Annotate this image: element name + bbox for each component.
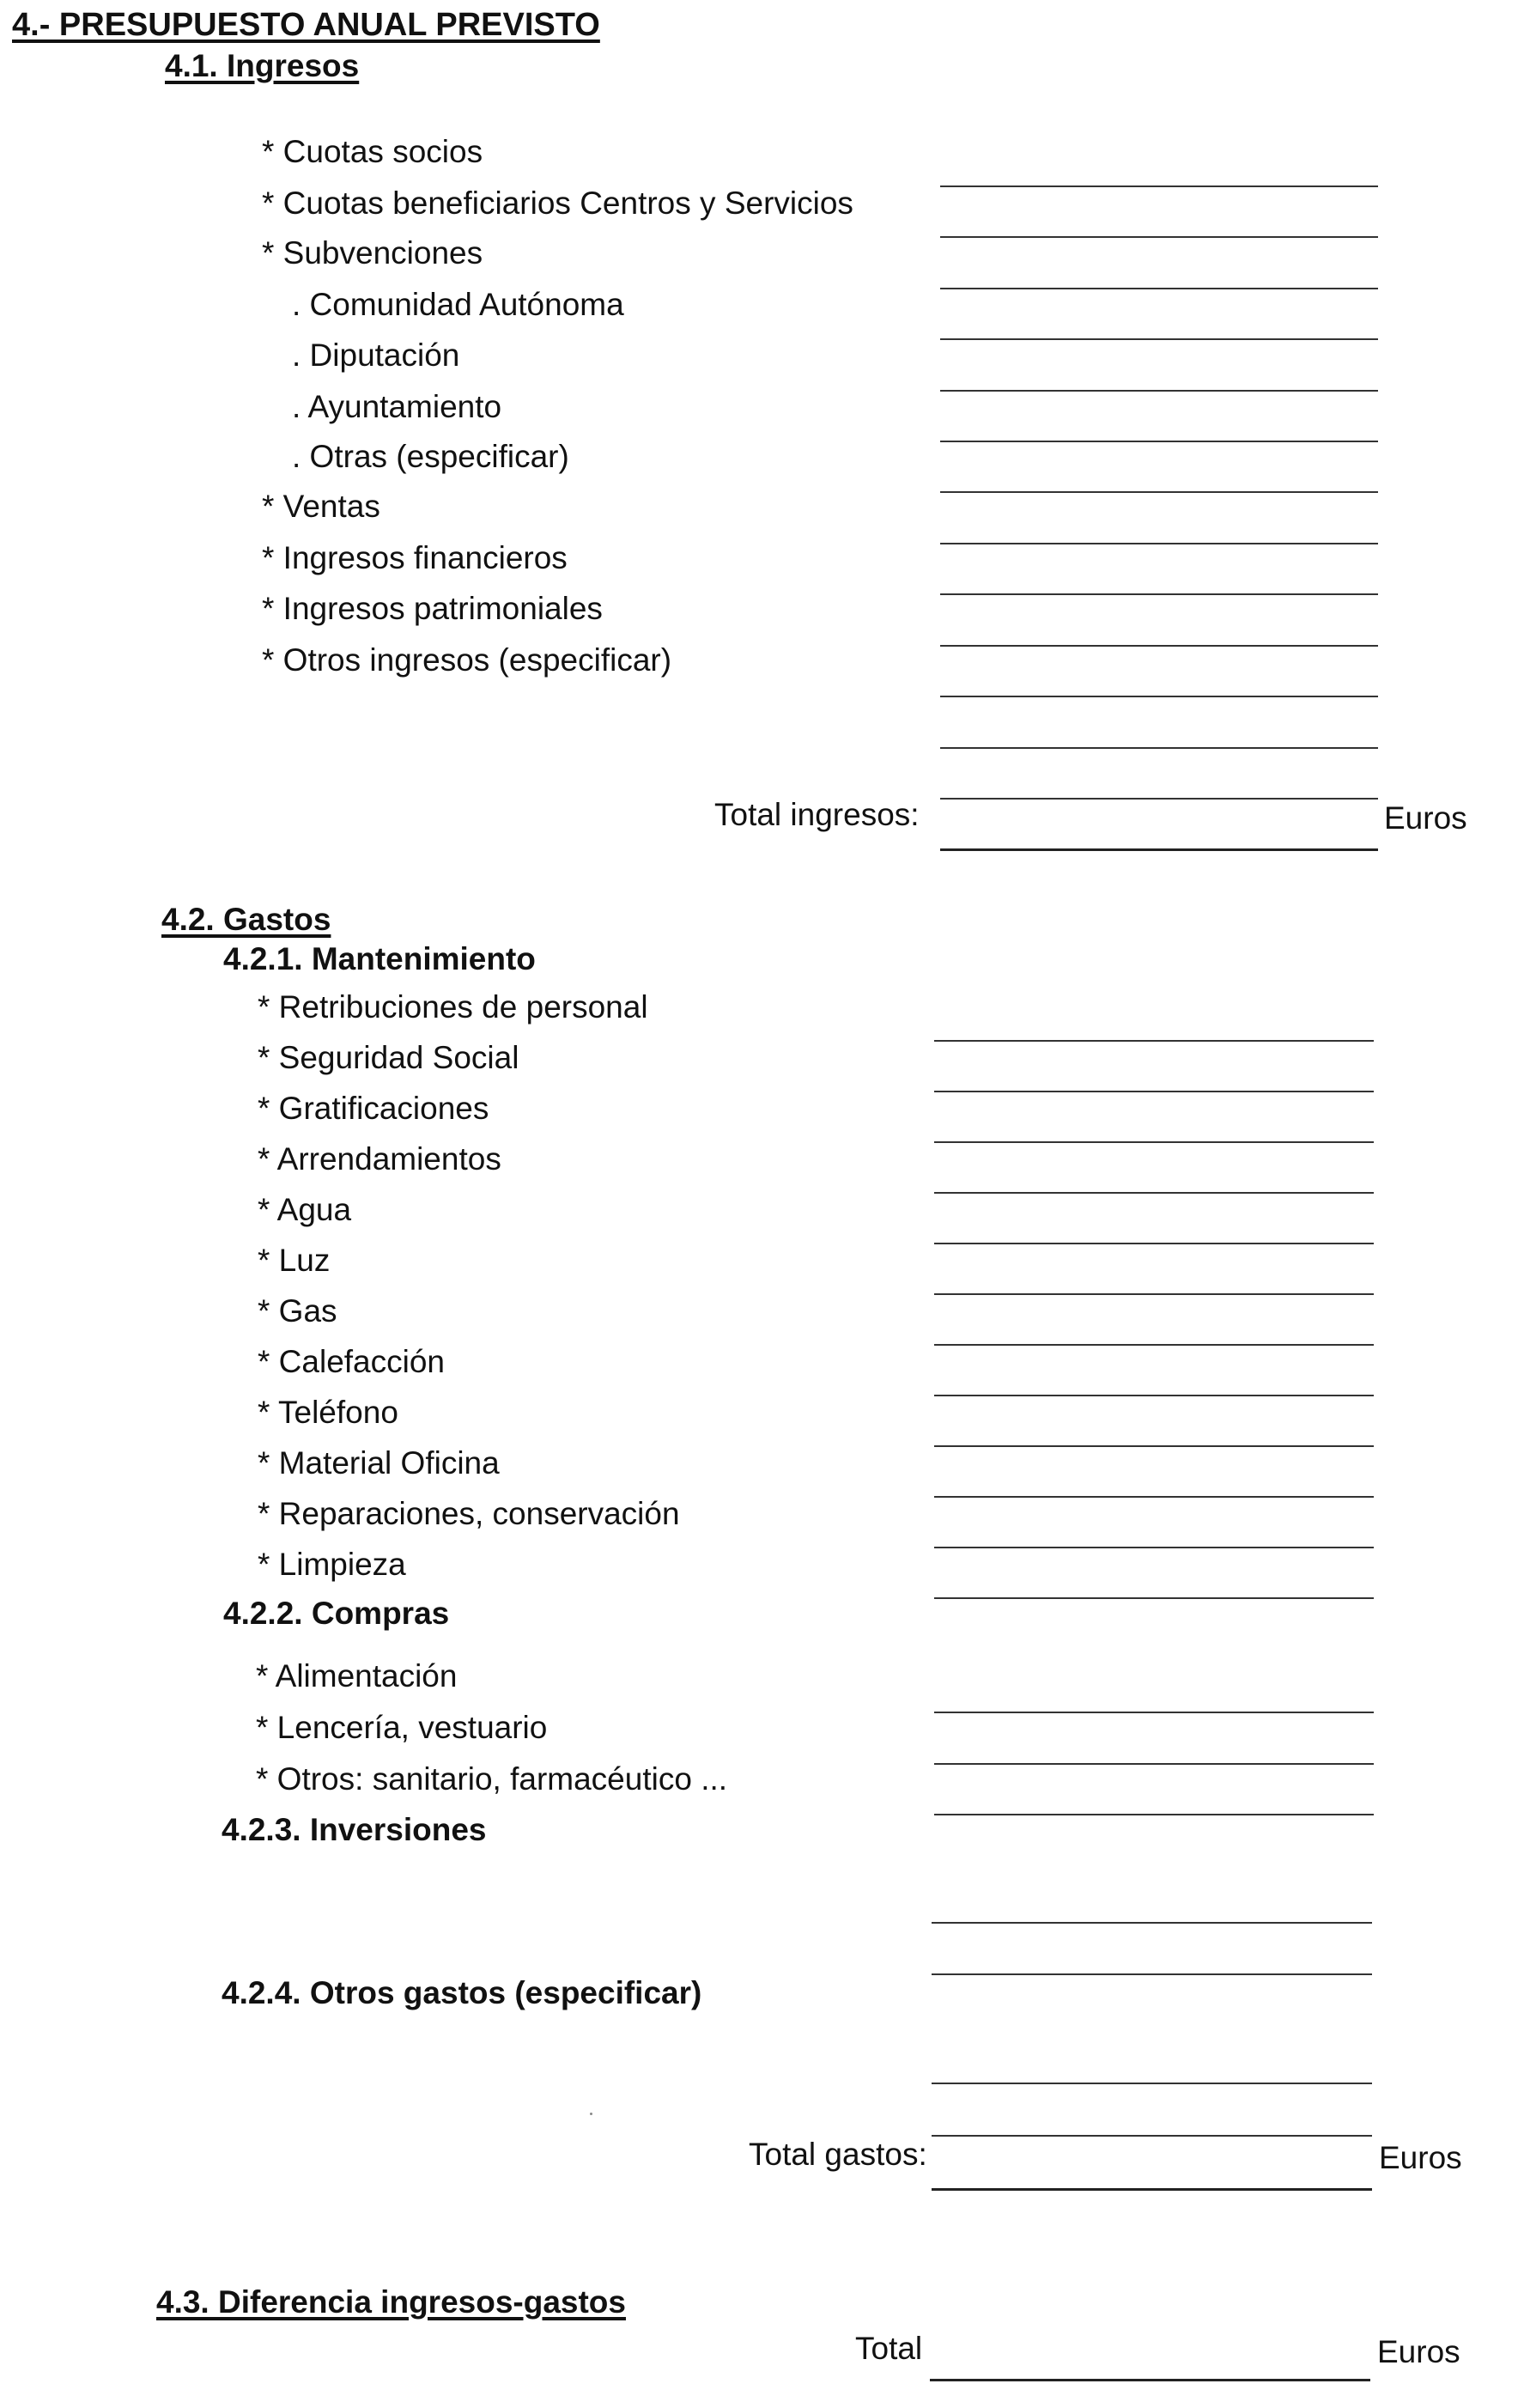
list-item: . Otras (especificar) [292, 439, 569, 474]
blank-line[interactable] [934, 1395, 1374, 1396]
gastos-heading: 4.2. Gastos [161, 902, 331, 937]
blank-line[interactable] [934, 1040, 1374, 1042]
blank-line[interactable] [934, 1712, 1374, 1713]
blank-line[interactable] [940, 645, 1378, 647]
diferencia-heading: 4.3. Diferencia ingresos-gastos [156, 2284, 626, 2320]
blank-line[interactable] [934, 1814, 1374, 1815]
list-item: * Gas [258, 1293, 337, 1329]
list-item: * Luz [258, 1243, 331, 1278]
list-item: * Ingresos patrimoniales [262, 591, 603, 626]
blank-line[interactable] [940, 338, 1378, 340]
blank-line[interactable] [940, 441, 1378, 442]
stray-mark [590, 2113, 592, 2115]
total-ingresos-field[interactable] [940, 848, 1378, 851]
list-item: . Ayuntamiento [292, 389, 502, 424]
total-gastos-field[interactable] [932, 2188, 1372, 2191]
blank-line[interactable] [940, 288, 1378, 289]
blank-line[interactable] [934, 1496, 1374, 1498]
blank-line[interactable] [940, 696, 1378, 697]
list-item: * Seguridad Social [258, 1040, 519, 1075]
blank-line[interactable] [932, 2083, 1372, 2084]
currency-label: Euros [1379, 2140, 1462, 2175]
blank-line[interactable] [940, 236, 1378, 238]
blank-line[interactable] [932, 1922, 1372, 1924]
total-gastos-label: Total gastos: [749, 2137, 927, 2172]
currency-label: Euros [1384, 800, 1467, 836]
blank-line[interactable] [934, 1344, 1374, 1346]
total-diferencia-field[interactable] [930, 2379, 1370, 2381]
list-item: * Reparaciones, conservación [258, 1496, 680, 1531]
list-item: * Cuotas beneficiarios Centros y Servicios [262, 185, 853, 221]
list-item: * Ingresos financieros [262, 540, 568, 575]
total-ingresos-label: Total ingresos: [714, 797, 920, 832]
blank-line[interactable] [934, 1243, 1374, 1244]
blank-line[interactable] [940, 390, 1378, 392]
blank-line[interactable] [934, 1547, 1374, 1548]
list-item: * Arrendamientos [258, 1141, 501, 1177]
blank-line[interactable] [940, 543, 1378, 544]
ingresos-heading: 4.1. Ingresos [165, 48, 360, 83]
total-diferencia-label: Total [855, 2331, 923, 2366]
list-item: * Retribuciones de personal [258, 989, 648, 1025]
blank-line[interactable] [934, 1445, 1374, 1447]
blank-line[interactable] [932, 2135, 1372, 2137]
list-item: * Otros: sanitario, farmacéutico ... [256, 1761, 728, 1797]
list-item: * Calefacción [258, 1344, 446, 1379]
otros-gastos-heading: 4.2.4. Otros gastos (especificar) [222, 1975, 702, 2010]
list-item: * Ventas [262, 489, 380, 524]
blank-line[interactable] [940, 593, 1378, 595]
blank-line[interactable] [934, 1192, 1374, 1194]
list-item: * Agua [258, 1192, 352, 1227]
blank-line[interactable] [934, 1763, 1374, 1765]
list-item: . Diputación [292, 337, 460, 373]
list-item: * Alimentación [256, 1658, 458, 1694]
inversiones-heading: 4.2.3. Inversiones [222, 1812, 487, 1847]
blank-line[interactable] [934, 1091, 1374, 1092]
mantenimiento-heading: 4.2.1. Mantenimiento [223, 941, 536, 976]
list-item: * Material Oficina [258, 1445, 500, 1481]
blank-line[interactable] [940, 798, 1378, 800]
blank-line[interactable] [940, 185, 1378, 187]
blank-line[interactable] [940, 491, 1378, 493]
list-item: * Lencería, vestuario [256, 1710, 548, 1745]
blank-line[interactable] [940, 747, 1378, 749]
list-item: * Cuotas socios [262, 134, 483, 169]
currency-label: Euros [1377, 2334, 1460, 2369]
blank-line[interactable] [934, 1141, 1374, 1143]
list-item: . Comunidad Autónoma [292, 287, 624, 322]
list-item: * Teléfono [258, 1395, 398, 1430]
page-title: 4.- PRESUPUESTO ANUAL PREVISTO [12, 7, 600, 43]
list-item: * Subvenciones [262, 235, 483, 271]
blank-line[interactable] [934, 1293, 1374, 1295]
list-item: * Gratificaciones [258, 1091, 489, 1126]
blank-line[interactable] [932, 1973, 1372, 1975]
list-item: * Otros ingresos (especificar) [262, 642, 672, 678]
compras-heading: 4.2.2. Compras [223, 1596, 450, 1631]
blank-line[interactable] [934, 1597, 1374, 1599]
list-item: * Limpieza [258, 1547, 406, 1582]
